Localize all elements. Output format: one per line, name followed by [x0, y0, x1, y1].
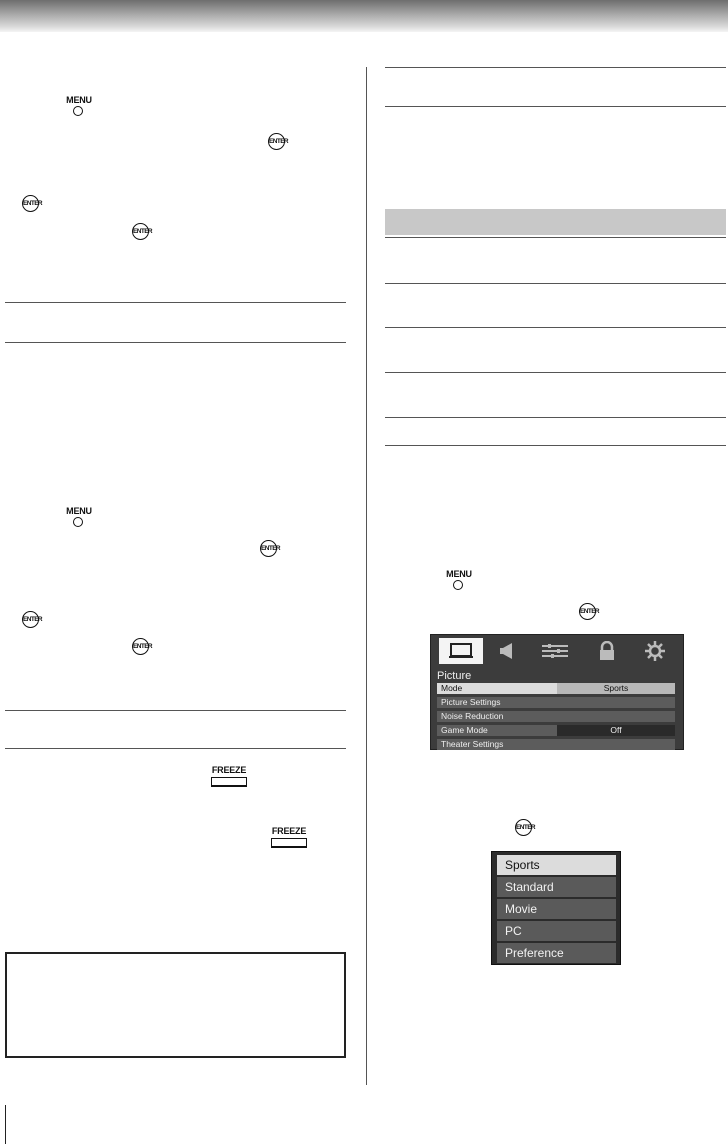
section-rule	[5, 342, 346, 343]
enter-button-icon: ENTER	[579, 603, 596, 620]
picture-menu-screenshot	[430, 634, 684, 750]
page-margin-line	[5, 1105, 6, 1144]
enter-button-icon: ENTER	[132, 223, 149, 240]
mode-dropdown-screenshot	[491, 851, 621, 965]
osd-row-game-mode[interactable]: Game Mode Off	[437, 725, 675, 736]
mode-option-standard[interactable]: Standard	[497, 877, 616, 897]
column-divider	[366, 67, 367, 1085]
menu-button-icon: MENU	[63, 507, 95, 529]
menu-button-icon: MENU	[63, 96, 95, 118]
table-row-rule	[385, 237, 726, 238]
mode-option-pc[interactable]: PC	[497, 921, 616, 941]
table-row-rule	[385, 445, 726, 446]
section-rule	[5, 710, 346, 711]
picture-icon[interactable]	[439, 638, 483, 664]
section-rule	[385, 67, 726, 68]
freeze-button-icon: FREEZE	[209, 766, 249, 788]
table-row-rule	[385, 372, 726, 373]
section-rule	[5, 302, 346, 303]
mode-option-preference[interactable]: Preference	[497, 943, 616, 963]
osd-row-picture-settings[interactable]: Picture Settings	[437, 697, 675, 708]
enter-button-icon: ENTER	[132, 638, 149, 655]
table-row-rule	[385, 327, 726, 328]
osd-tab-bar	[435, 637, 679, 665]
lock-icon[interactable]	[585, 637, 629, 665]
osd-row-theater-settings[interactable]: Theater Settings	[437, 739, 675, 750]
mode-option-sports[interactable]: Sports	[497, 855, 616, 875]
osd-row-mode[interactable]: Mode Sports	[437, 683, 675, 694]
sound-icon[interactable]	[485, 637, 529, 665]
section-rule	[5, 748, 346, 749]
enter-button-icon: ENTER	[22, 611, 39, 628]
settings-icon[interactable]	[533, 637, 577, 665]
table-row-rule	[385, 283, 726, 284]
enter-button-icon: ENTER	[260, 540, 277, 557]
freeze-button-icon: FREEZE	[269, 827, 309, 849]
enter-button-icon: ENTER	[22, 195, 39, 212]
enter-button-icon: ENTER	[515, 819, 532, 836]
setup-icon[interactable]	[633, 637, 677, 665]
menu-button-icon: MENU	[443, 570, 475, 592]
osd-row-noise-reduction[interactable]: Noise Reduction	[437, 711, 675, 722]
page-header-banner	[0, 0, 728, 32]
note-box	[5, 952, 346, 1058]
mode-option-movie[interactable]: Movie	[497, 899, 616, 919]
table-header	[385, 209, 726, 235]
section-rule	[385, 106, 726, 107]
osd-menu-title: Picture	[437, 670, 472, 682]
table-row-rule	[385, 417, 726, 418]
enter-button-icon: ENTER	[268, 133, 285, 150]
